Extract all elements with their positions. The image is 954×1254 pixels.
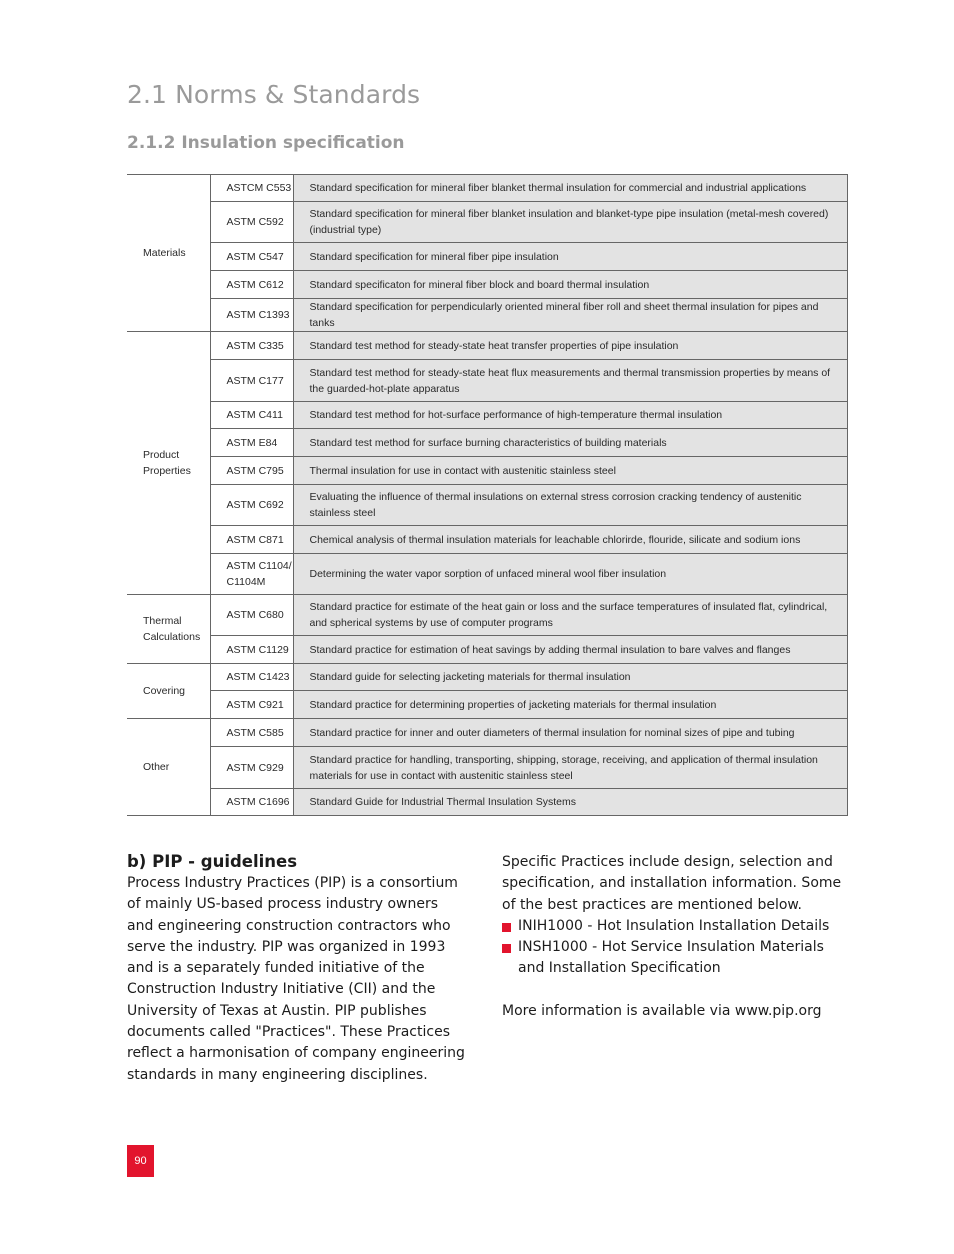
standard-code: ASTM E84 (210, 429, 293, 457)
practice-item-text: INSH1000 - Hot Service Insulation Materials and Installation Specification (518, 939, 824, 977)
table-row (127, 457, 847, 485)
table-row (127, 526, 847, 554)
standard-description: Standard Guide for Industrial Thermal Insulation Systems (293, 789, 847, 816)
standard-description: Standard specification for mineral fiber blanket thermal insulation for commercial and industrial applications (293, 175, 847, 202)
standard-code: ASTM C1104/ C1104M (210, 554, 293, 595)
category-label: Materials (143, 247, 186, 259)
category-label: Covering (143, 685, 186, 697)
category-cell (127, 595, 210, 664)
standard-code: ASTM C680 (210, 595, 293, 636)
standard-code: ASTM C929 (210, 747, 293, 789)
table-row (127, 595, 847, 636)
standard-code: ASTM C612 (210, 271, 293, 299)
standard-code: ASTM C1423 (210, 664, 293, 691)
standard-description: Evaluating the influence of thermal insulations on external stress corrosion cracking tendency of austenitic stainless steel (293, 485, 847, 526)
category-label: Thermal (143, 615, 182, 627)
pip-heading: b) PIP - guidelines (127, 852, 298, 871)
bullet-square-icon (502, 923, 511, 932)
standard-code: ASTCM C553 (210, 175, 293, 202)
table-row (127, 402, 847, 429)
standard-code: ASTM C871 (210, 526, 293, 554)
standard-code: ASTM C177 (210, 360, 293, 402)
standard-description: Standard test method for surface burning characteristics of building materials (293, 429, 847, 457)
table-row (127, 243, 847, 271)
table-row (127, 719, 847, 747)
table-row (127, 429, 847, 457)
table-row (127, 360, 847, 402)
standard-code: ASTM C335 (210, 332, 293, 360)
practices-list (502, 916, 852, 980)
pip-right-column (502, 852, 852, 1022)
category-cell (127, 664, 210, 719)
standard-code: ASTM C585 (210, 719, 293, 747)
table-row (127, 202, 847, 243)
pip-body-text: Process Industry Practices (PIP) is a consortium of mainly US-based process industry owners and engineering construction contractors who serve the industry. PIP was organized in 1993 and is a separately funded initiative of the Construction Industry Initiative (CII) and the University of Texas at Austin. PIP publishes documents called "Practices". These Practices reflect a harmonisation of company engineering standards in many engineering disciplines. (127, 875, 465, 1083)
standard-description: Chemical analysis of thermal insulation materials for leachable chlorirde, flouride, silicate and sodium ions (293, 526, 847, 554)
pip-left-column (127, 851, 467, 1086)
table-row (127, 636, 847, 664)
standard-description: Standard guide for selecting jacketing materials for thermal insulation (293, 664, 847, 691)
standards-table (127, 174, 848, 816)
table-row (127, 332, 847, 360)
page-number: 90 (127, 1145, 154, 1177)
standard-code: ASTM C1696 (210, 789, 293, 816)
standard-description: Standard specification for perpendicularly oriented mineral fiber roll and sheet thermal insulation for pipes and tanks (293, 299, 847, 332)
standard-description: Thermal insulation for use in contact with austenitic stainless steel (293, 457, 847, 485)
table-row (127, 691, 847, 719)
section-subtitle: 2.1.2 Insulation specification (127, 133, 405, 153)
category-cell (127, 719, 210, 816)
standard-description: Standard practice for estimation of heat savings by adding thermal insulation to bare valves and flanges (293, 636, 847, 664)
table-row (127, 789, 847, 816)
standard-code: ASTM C1393 (210, 299, 293, 332)
table-row (127, 175, 847, 202)
standard-code: ASTM C1129 (210, 636, 293, 664)
table-row (127, 664, 847, 691)
standard-code: ASTM C547 (210, 243, 293, 271)
practice-item (502, 916, 852, 937)
standard-code: ASTM C921 (210, 691, 293, 719)
standard-code: ASTM C411 (210, 402, 293, 429)
standard-description: Standard practice for determining properties of jacketing materials for thermal insulation (293, 691, 847, 719)
practice-item-text: INIH1000 - Hot Insulation Installation Details (518, 917, 830, 934)
standard-description: Standard test method for hot-surface performance of high-temperature thermal insulation (293, 402, 847, 429)
practice-item (502, 937, 852, 980)
category-cell (127, 175, 210, 332)
page-title: 2.1 Norms & Standards (127, 80, 421, 109)
table-row (127, 485, 847, 526)
standard-code: ASTM C692 (210, 485, 293, 526)
standard-code: ASTM C592 (210, 202, 293, 243)
category-label: Other (143, 761, 170, 773)
more-info-text: More information is available via www.pip.org (502, 1002, 822, 1019)
standard-code: ASTM C795 (210, 457, 293, 485)
category-label: Properties (143, 465, 191, 477)
standard-description: Standard test method for steady-state heat flux measurements and thermal transmission properties by means of the guarded-hot-plate apparatus (293, 360, 847, 402)
standard-description: Standard practice for inner and outer diameters of thermal insulation for nominal sizes of pipe and tubing (293, 719, 847, 747)
standard-description: Standard specificaton for mineral fiber block and board thermal insulation (293, 271, 847, 299)
standard-description: Standard specification for mineral fiber blanket insulation and blanket-type pipe insulation (metal-mesh covered) (industrial type) (293, 202, 847, 243)
category-label: Calculations (143, 631, 201, 643)
table-row (127, 554, 847, 595)
table-row (127, 271, 847, 299)
standard-description: Standard practice for handling, transporting, shipping, storage, receiving, and application of thermal insulation materials for use in contact with austenitic stainless steel (293, 747, 847, 789)
table-row (127, 299, 847, 332)
table-row (127, 747, 847, 789)
standard-description: Standard test method for steady-state heat transfer properties of pipe insulation (293, 332, 847, 360)
standard-description: Determining the water vapor sorption of unfaced mineral wool fiber insulation (293, 554, 847, 595)
category-label: Product (143, 449, 180, 461)
pip-intro-text: Specific Practices include design, selection and specification, and installation information. Some of the best practices are mentioned below. (502, 854, 842, 913)
bullet-square-icon (502, 944, 511, 953)
category-cell (127, 332, 210, 595)
standard-description: Standard practice for estimate of the heat gain or loss and the surface temperatures of insulated flat, cylindrical, and spherical systems by use of computer programs (293, 595, 847, 636)
standard-description: Standard specification for mineral fiber pipe insulation (293, 243, 847, 271)
